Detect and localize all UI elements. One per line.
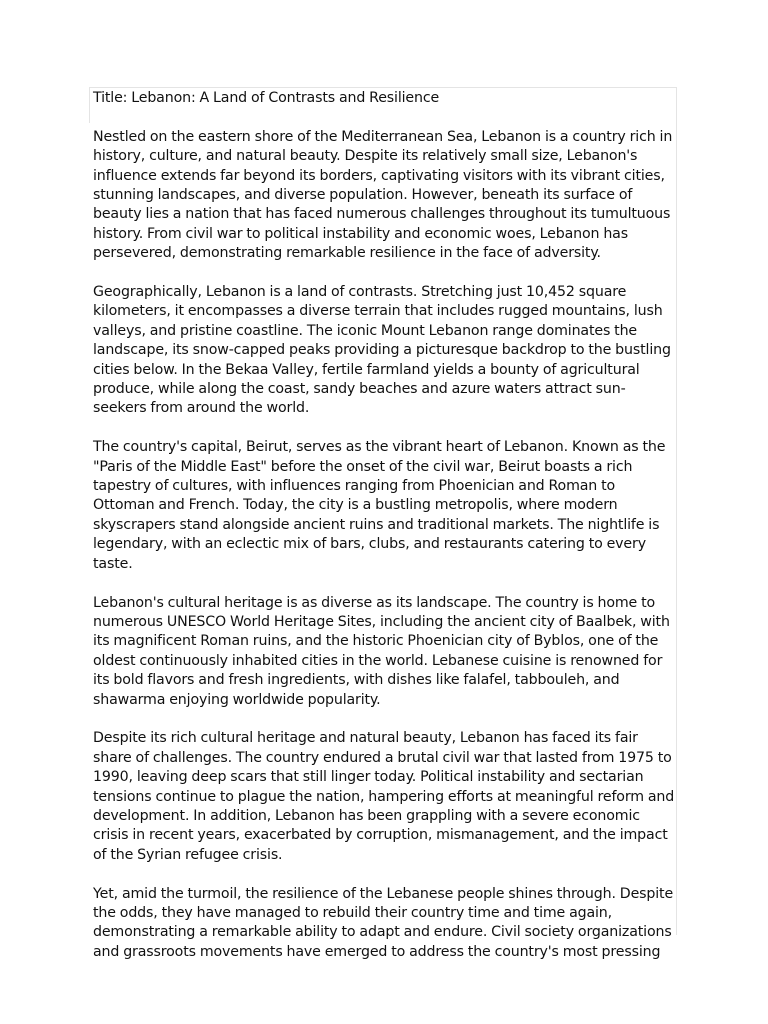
paragraph-cultural-heritage: Lebanon's cultural heritage is as diverse as its landscape. The country is home to numerous UNESCO World Heritage Sites, including the ancient city of Baalbek, with its magnificent Roman ruins, and the historic Phoenician city of Byblos, one of the oldest continuously inhabited cities in the world. Lebanese cuisine is renowned for its bold flavors and fresh ingredients, with dishes like falafel, tabbouleh, and shawarma enjoying worldwide popularity. xyxy=(93,594,670,708)
document-title: Title: Lebanon: A Land of Contrasts and Resilience xyxy=(93,90,440,106)
document-page xyxy=(89,87,677,960)
paragraph-beirut: The country's capital, Beirut, serves as the vibrant heart of Lebanon. Known as the "Paris of the Middle East" before the onset of the civil war, Beirut boasts a rich tapestry of cultures, with influences ranging from Phoenician and Roman to Ottoman and French. Today, the city is a bustling metropolis, where modern skyscrapers stand alongside ancient ruins and traditional markets. The nightlife is legendary, with an eclectic mix of bars, clubs, and restaurants catering to every taste. xyxy=(93,439,666,572)
document-body xyxy=(93,89,677,982)
paragraph-challenges: Despite its rich cultural heritage and natural beauty, Lebanon has faced its fair share of challenges. The country endured a brutal civil war that lasted from 1975 to 1990, leaving deep scars that still linger today. Political instability and sectarian tensions continue to plague the nation, hampering efforts at meaningful reform and development. In addition, Lebanon has been grappling with a severe economic crisis in recent years, exacerbated by corruption, mismanagement, and the impact of the Syrian refugee crisis. xyxy=(93,730,675,863)
paragraph-geography: Geographically, Lebanon is a land of contrasts. Stretching just 10,452 square kilometers, it encompasses a diverse terrain that includes rugged mountains, lush valleys, and pristine coastline. The iconic Mount Lebanon range dominates the landscape, its snow-capped peaks providing a picturesque backdrop to the bustling cities below. In the Bekaa Valley, fertile farmland yields a bounty of agricultural produce, while along the coast, sandy beaches and azure waters attract sun-seekers from around the world. xyxy=(93,284,671,417)
paragraph-intro: Nestled on the eastern shore of the Mediterranean Sea, Lebanon is a country rich in history, culture, and natural beauty. Despite its relatively small size, Lebanon's influence extends far beyond its borders, captivating visitors with its vibrant cities, stunning landscapes, and diverse population. However, beneath its surface of beauty lies a nation that has faced numerous challenges throughout its tumultuous history. From civil war to political instability and economic woes, Lebanon has persevered, demonstrating remarkable resilience in the face of adversity. xyxy=(93,128,673,262)
page-top-border xyxy=(89,87,677,88)
paragraph-resilience: Yet, amid the turmoil, the resilience of the Lebanese people shines through. Despite the odds, they have managed to rebuild their country time and time again, demonstrating a remarkable ability to adapt and endure. Civil society organizations and grassroots movements have emerged to address the country's most pressing xyxy=(93,885,674,960)
page-left-border xyxy=(89,87,90,123)
